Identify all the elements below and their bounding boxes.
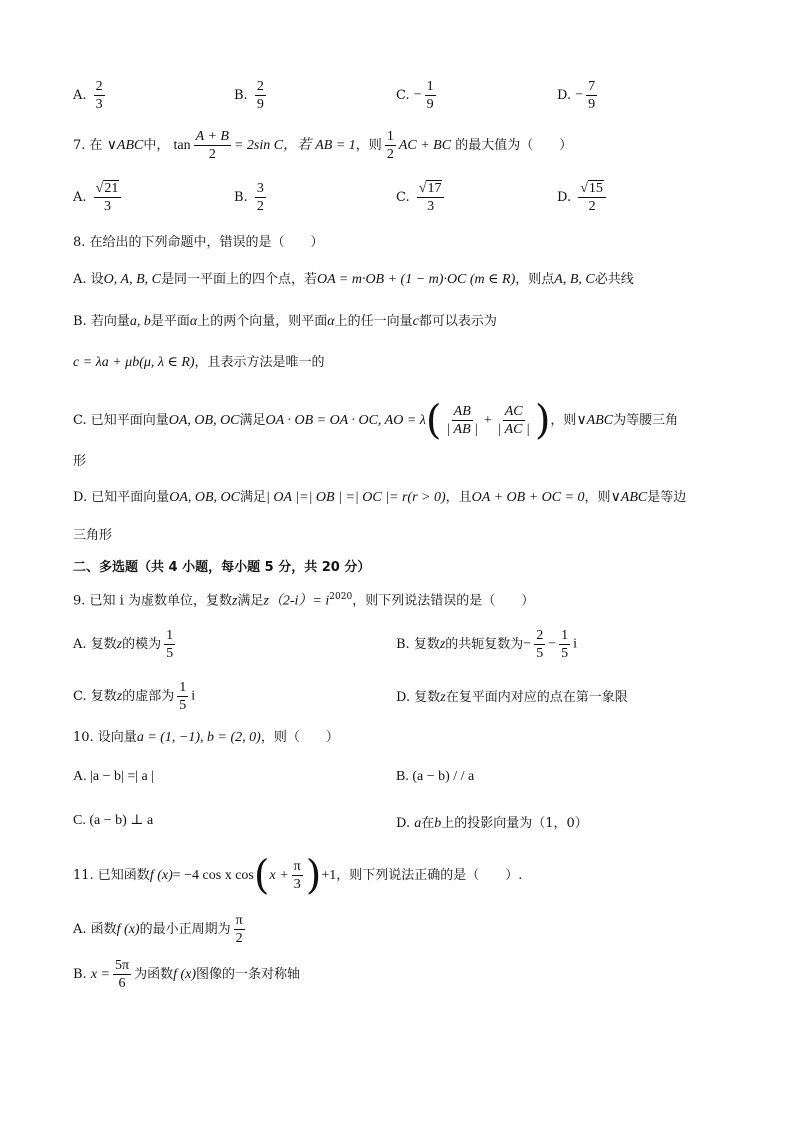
q11-option-b: B. x = $\frac{5\pi}{6}$ 为函数f (x)图像的一条对称轴 xyxy=(73,958,301,991)
fraction: $\frac{1}{9}$ xyxy=(426,79,434,112)
right-paren: ) xyxy=(305,852,322,899)
q11-option-a: A. 函数f (x)的最小正周期为 $\frac{\pi}{2}$ xyxy=(73,913,243,946)
q9-option-d: D. 复数z在复平面内对应的点在第一象限 xyxy=(396,690,628,705)
q9-option-a: A. 复数z的模为 $\frac{1}{5}$ xyxy=(73,628,174,661)
q10-option-c: C. (a − b) ⊥ a xyxy=(73,813,154,828)
q8-option-d: D. 已知平面向量OA, OB, OC满足| OA |=| OB | =| OC |= r(r > 0)，且OA + OB + OC = 0，则∨ABC是等边 xyxy=(73,490,687,505)
fraction: $\frac{1}{5}$ xyxy=(166,628,174,661)
q7-option-b: B. $\frac{3}{2}$ xyxy=(234,181,264,214)
q11-stem: 11. 已知函数f (x)= −4 cos x cos(x + $\frac{\pi}{3}$ )+1，则下列说法正确的是（ ）. xyxy=(73,852,523,899)
q8-option-a: A. 设O, A, B, C是同一平面上的四个点，若OA = m·OB + (1 − m)·OC (m ∈ R)，则点A, B, C必共线 xyxy=(73,272,634,287)
fraction: $\frac{\pi}{2}$ xyxy=(235,913,243,946)
section-heading: 二、多选题（共 4 小题，每小题 5 分，共 20 分） xyxy=(73,560,371,575)
option-label: D. xyxy=(557,88,572,103)
option-label: B. xyxy=(234,88,248,103)
fraction: $\frac{1}{5}$ xyxy=(179,680,187,713)
q7-option-a: A. $\frac{√21}{3}$ xyxy=(73,180,124,215)
fraction: $\frac{AC}{| AC |}$ xyxy=(497,404,530,437)
q6-option-c: C. − $\frac{1}{9}$ xyxy=(396,79,434,112)
q10-option-b: B. (a − b) / / a xyxy=(396,769,475,784)
fraction: $\frac{√21}{3}$ xyxy=(94,180,122,215)
q9-stem: 9. 已知 i 为虚数单位，复数z满足$z(2-i)= i^{2020}$，则下列说法错误的是（ ） xyxy=(73,592,535,609)
fraction: $\frac{7}{9}$ xyxy=(588,79,596,112)
fraction: $\frac{AB}{| AB |}$ xyxy=(446,404,479,437)
q7-stem: 7. 在 ∨ABC中， tan $\frac{A + B}{2}$ = 2sin C，若 AB = 1，则 $\frac{1}{2}$ AC + BC 的最大值为（ ） xyxy=(73,129,573,162)
option-label: C. xyxy=(396,88,410,103)
sqrt: √21 xyxy=(95,181,119,196)
left-paren: ( xyxy=(253,852,270,899)
fraction: $\frac{√17}{3}$ xyxy=(417,180,445,215)
q10-stem: 10. 设向量a = (1, −1), b = (2, 0)，则（ ） xyxy=(73,730,339,745)
q8-option-b-continued: c = λa + μb(μ, λ ∈ R)，且表示方法是唯一的 xyxy=(73,355,325,370)
fraction: $\frac{5\pi}{6}$ xyxy=(115,958,130,991)
fraction: $\frac{\pi}{3}$ xyxy=(293,859,301,892)
q8-option-d-wrap: 三角形 xyxy=(73,528,113,543)
q8-stem: 8. 在给出的下列命题中，错误的是（ ） xyxy=(73,235,324,250)
q8-option-c: C. 已知平面向量OA, OB, OC满足OA · OB = OA · OC, AO = λ( $\frac{AB}{| AB |}$ + $\frac{AC}{| AC |}$ )，则∨ABC为等腰三角 xyxy=(73,397,679,444)
q9-option-c: C. 复数z的虚部为 $\frac{1}{5}$ i xyxy=(73,680,196,713)
q7-option-c: C. $\frac{√17}{3}$ xyxy=(396,180,447,215)
q6-option-a xyxy=(73,78,108,113)
q9-option-b: B. 复数z的共轭复数为− $\frac{2}{5}$ − $\frac{1}{5}$ i xyxy=(396,628,577,661)
option-label: A. xyxy=(73,88,87,103)
fraction: $\frac{√15}{2}$ xyxy=(578,180,606,215)
q8-option-b: B. 若向量a, b是平面α上的两个向量，则平面α上的任一向量c都可以表示为 xyxy=(73,314,497,329)
fraction: $\frac{1}{5}$ xyxy=(561,628,569,661)
fraction: $\frac{2}{3}$ xyxy=(95,79,103,112)
q10-option-d: D. a在b上的投影向量为（1，0） xyxy=(396,816,588,831)
q6-option-d: D. − $\frac{7}{9}$ xyxy=(557,79,596,112)
fraction: $\frac{3}{2}$ xyxy=(256,181,264,214)
right-paren: ) xyxy=(534,397,551,444)
left-paren: ( xyxy=(425,397,442,444)
sqrt: √17 xyxy=(418,181,442,196)
fraction: $\frac{1}{2}$ xyxy=(386,129,394,162)
q7-option-d: D. $\frac{√15}{2}$ xyxy=(557,180,609,215)
q8-option-c-wrap: 形 xyxy=(73,454,87,469)
fraction: $\frac{A + B}{2}$ xyxy=(195,129,229,162)
sqrt: √15 xyxy=(580,181,603,196)
q10-option-a: A. |a − b| =| a | xyxy=(73,769,155,784)
fraction: $\frac{2}{5}$ xyxy=(536,628,544,661)
q6-option-b xyxy=(234,78,269,113)
fraction: $\frac{2}{9}$ xyxy=(256,79,264,112)
